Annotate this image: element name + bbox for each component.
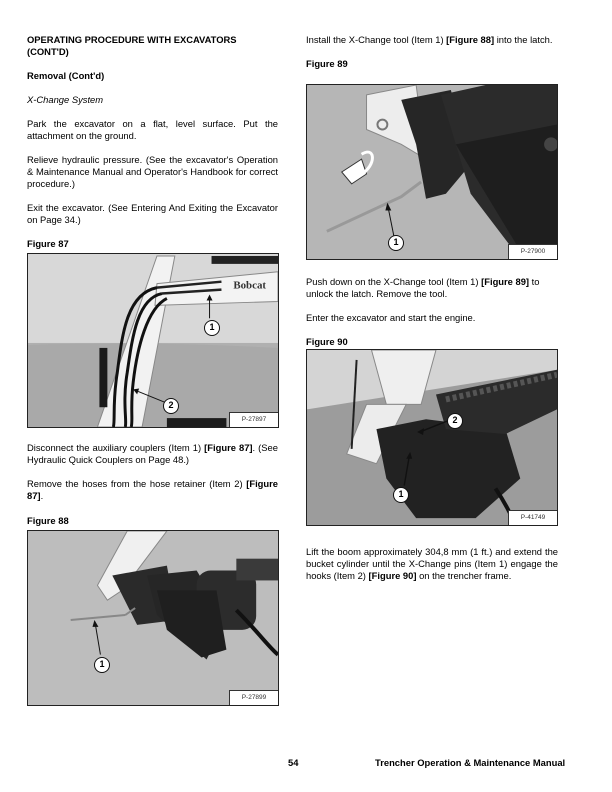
figure-90-label: Figure 90 [306,336,348,347]
paragraph-relieve-pressure: Relieve hydraulic pressure. (See the excavator's Operation & Maintenance Manual and Operator's Handbook for correct procedure.) [27,154,278,189]
paragraph-enter-excavator: Enter the excavator and start the engine. [306,312,476,323]
right-column-lower [306,546,558,582]
figure-87-image [27,253,279,428]
callout-2: 2 [447,413,463,429]
callout-1: 1 [94,657,110,673]
paragraph-push-down-tool [306,276,558,300]
callout-1: 1 [388,235,404,251]
paragraph-lift-boom [306,546,558,582]
paragraph-exit: Exit the excavator. (See Entering And Exiting the Excavator on Page 34.) [27,202,278,225]
section-title-line1: OPERATING PROCEDURE WITH EXCAVATORS [27,34,237,45]
section-title-line2: (CONT'D) [27,46,69,57]
text: . (See Hydraulic Quick Couplers on Page 48.) [27,442,278,465]
figure-89-label: Figure 89 [306,58,348,69]
figure-reference: [Figure 89] [481,276,530,287]
figure-90-image [306,349,558,526]
figure-reference: [Figure 88] [446,34,495,45]
figure-87-label: Figure 87 [27,238,69,249]
left-column [27,34,278,250]
text: on the trencher frame. [416,570,512,581]
figure-reference: [Figure 87] [27,478,278,501]
left-column-lower [27,442,278,527]
x-change-latch-photo [307,85,557,259]
figure-reference: [Figure 87] [204,442,253,453]
photo-code: P-41749 [508,510,557,525]
section-title [27,34,278,58]
paragraph-remove-hoses [27,478,278,502]
figure-89-image [306,84,558,260]
text: to unlock the latch. Remove the tool. [306,276,540,299]
text: Install the X-Change tool (Item 1) [306,34,447,45]
photo-code: P-27899 [229,690,278,705]
text: Push down on the X-Change tool (Item 1) [306,276,482,287]
photo-code: P-27900 [508,244,557,259]
callout-1: 1 [204,320,220,336]
text: Remove the hoses from the hose retainer (Item 2) [27,478,247,489]
callout-2: 2 [163,398,179,414]
figure-88-image [27,530,279,706]
text: . [40,490,44,501]
manual-title: Trencher Operation & Maintenance Manual [375,757,566,768]
photo-code: P-27897 [229,412,278,427]
page-number: 54 [288,757,299,768]
trencher-engage-hooks-photo [307,350,557,525]
text: into the latch. [494,34,553,45]
text: Lift the boom approximately 304,8 mm (1 ft.) and extend the bucket cylinder until the X-Change pins (Item 1) engage the hooks (Item 2) [306,546,558,581]
paragraph-install-tool [306,34,558,46]
right-column-middle [306,276,558,348]
trencher-on-ground-photo [28,531,278,705]
callout-1: 1 [393,487,409,503]
text: Disconnect the auxiliary couplers (Item 1) [27,442,205,453]
system-title: X-Change System [27,94,104,105]
excavator-hoses-photo [28,254,278,427]
svg-text:Bobcat: Bobcat [233,279,267,292]
paragraph-disconnect-couplers [27,442,278,466]
paragraph-park: Park the excavator on a flat, level surface. Put the attachment on the ground. [27,118,278,141]
figure-88-label: Figure 88 [27,515,69,526]
right-column [306,34,558,70]
subsection-title: Removal (Cont'd) [27,70,105,81]
figure-reference: [Figure 90] [368,570,417,581]
